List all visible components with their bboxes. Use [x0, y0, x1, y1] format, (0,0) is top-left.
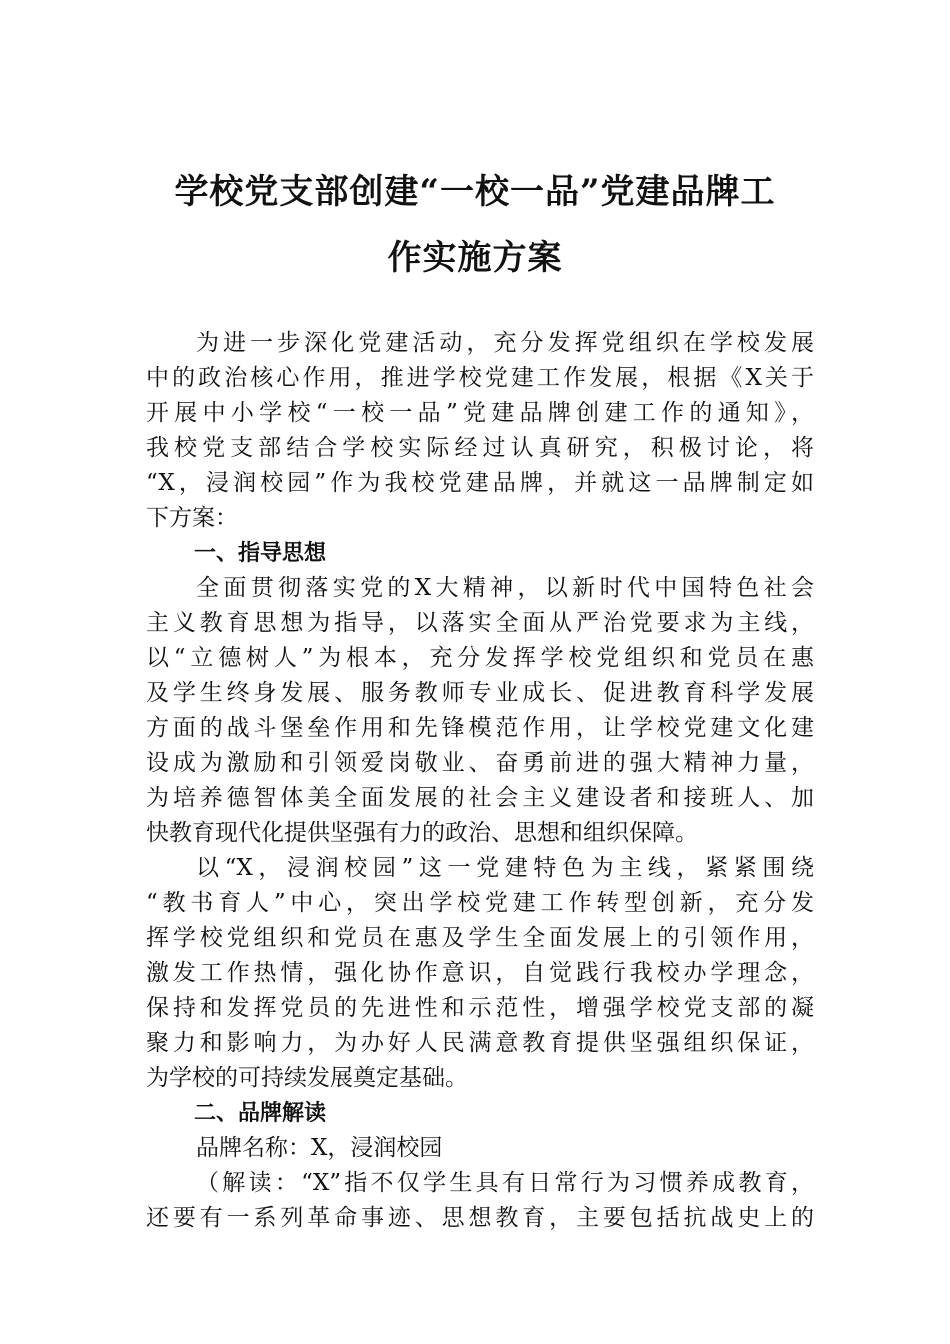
- paragraph-line: 及学生终身发展、服务教师专业成长、促进教育科学发展: [146, 680, 814, 706]
- document-title-line-2: 作实施方案: [387, 238, 563, 278]
- paragraph-line: “教书育人”中心，突出学校党建工作转型创新，充分发: [146, 890, 814, 916]
- paragraph-line: 设成为激励和引领爱岗敬业、奋勇前进的强大精神力量，: [146, 750, 814, 776]
- paragraph-line: （解读：“X”指不仅学生具有日常行为习惯养成教育，: [196, 1170, 814, 1196]
- paragraph-line: 我校党支部结合学校实际经过认真研究，积极讨论，将: [146, 435, 814, 461]
- section-heading-guiding-ideology: 一、指导思想: [194, 541, 327, 566]
- paragraph-line: 下方案：: [146, 505, 238, 531]
- paragraph-line: 主义教育思想为指导，以落实全面从严治党要求为主线，: [146, 610, 814, 636]
- paragraph-line: 聚力和影响力，为办好人民满意教育提供坚强组织保证，: [146, 1030, 814, 1056]
- paragraph-line: 挥学校党组织和党员在惠及学生全面发展上的引领作用，: [146, 925, 814, 951]
- paragraph-line: 快教育现代化提供坚强有力的政治、思想和组织保障。: [146, 820, 698, 846]
- paragraph-line: 保持和发挥党员的先进性和示范性，增强学校党支部的凝: [146, 995, 814, 1021]
- document-title-line-1: 学校党支部创建“一校一品”党建品牌工: [174, 172, 776, 212]
- section-heading-brand-interpretation: 二、品牌解读: [194, 1101, 327, 1126]
- paragraph-line: 开展中小学校“一校一品”党建品牌创建工作的通知》，: [146, 400, 814, 426]
- paragraph-line: 还要有一系列革命事迹、思想教育，主要包括抗战史上的: [146, 1205, 814, 1231]
- paragraph-line: 中的政治核心作用，推进学校党建工作发展，根据《X关于: [146, 365, 814, 391]
- paragraph-line: 激发工作热情，强化协作意识，自觉践行我校办学理念，: [146, 960, 814, 986]
- paragraph-line: 为学校的可持续发展奠定基础。: [146, 1065, 468, 1091]
- paragraph-line: 全面贯彻落实党的X大精神，以新时代中国特色社会: [196, 575, 814, 601]
- paragraph-line: “X，浸润校园”作为我校党建品牌，并就这一品牌制定如: [146, 470, 814, 496]
- paragraph-line: 方面的战斗堡垒作用和先锋模范作用，让学校党建文化建: [146, 715, 814, 741]
- document-body: [146, 326, 814, 1236]
- paragraph-line: 以“立德树人”为根本，充分发挥学校党组织和党员在惠: [146, 645, 814, 671]
- paragraph-line: 以“X，浸润校园”这一党建特色为主线，紧紧围绕: [196, 855, 814, 881]
- brand-name-line: 品牌名称：X，浸润校园: [196, 1135, 443, 1161]
- paragraph-line: 为进一步深化党建活动，充分发挥党组织在学校发展: [196, 330, 814, 356]
- paragraph-line: 为培养德智体美全面发展的社会主义建设者和接班人、加: [146, 785, 814, 811]
